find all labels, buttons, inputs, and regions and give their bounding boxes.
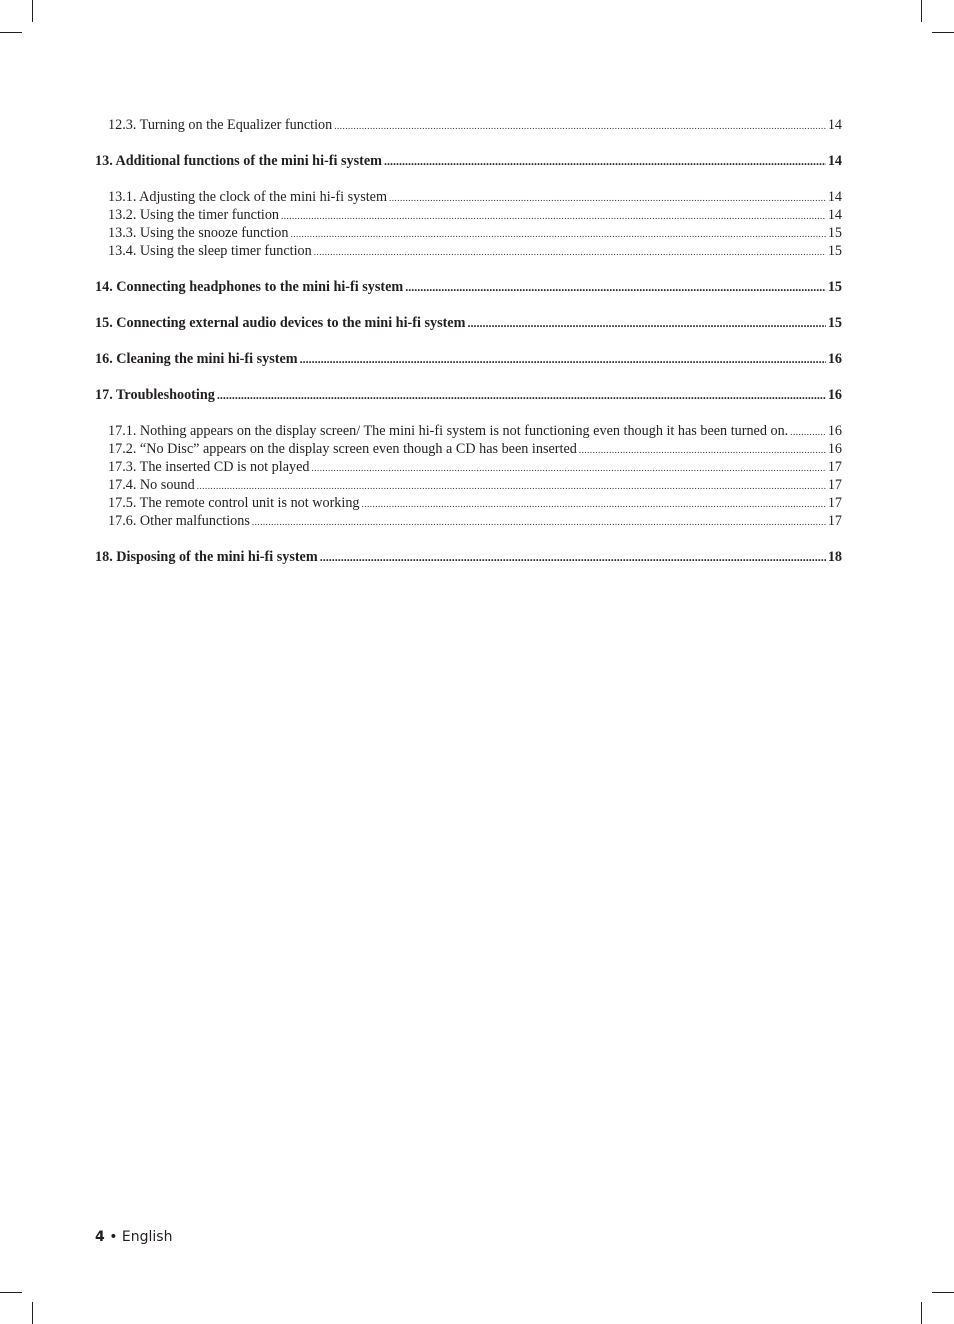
dot-leader — [579, 441, 826, 459]
toc-section-entry[interactable] — [95, 152, 842, 170]
toc-section-entry[interactable] — [95, 350, 842, 368]
toc-entry-title: 17.3. The inserted CD is not played — [108, 459, 310, 475]
toc-spacer — [95, 404, 842, 422]
crop-mark — [32, 1302, 33, 1324]
toc-entry-title: 17. Troubleshooting — [95, 387, 215, 403]
toc-entry-page: 14 — [827, 189, 842, 205]
toc-entry-title: 18. Disposing of the mini hi-fi system — [95, 549, 318, 565]
toc-spacer — [95, 530, 842, 548]
toc-entry-page: 14 — [827, 207, 842, 223]
crop-mark — [0, 1292, 22, 1293]
toc-entry-title: 17.4. No sound — [108, 477, 195, 493]
dot-leader — [197, 477, 826, 495]
toc-subsection-entry[interactable] — [95, 476, 842, 494]
toc-entry-page: 14 — [827, 117, 842, 133]
toc-entry-title: 13.4. Using the sleep timer function — [108, 243, 312, 259]
toc-entry-page: 18 — [827, 549, 842, 565]
toc-subsection-entry[interactable] — [95, 224, 842, 242]
crop-mark — [32, 0, 33, 22]
dot-leader — [362, 495, 826, 513]
toc-entry-title: 17.1. Nothing appears on the display screen/ The mini hi-fi system is not functioning even though it has been turned on. — [108, 423, 789, 439]
toc-spacer — [95, 368, 842, 386]
crop-mark — [932, 1292, 954, 1293]
dot-leader — [405, 278, 826, 296]
toc-entry-title: 13.2. Using the timer function — [108, 207, 280, 223]
toc-entry-title: 16. Cleaning the mini hi-fi system — [95, 351, 298, 367]
toc-entry-page: 15 — [827, 243, 842, 259]
toc-entry-page: 16 — [827, 423, 842, 439]
page-footer — [95, 1229, 172, 1245]
toc-subsection-entry[interactable] — [95, 188, 842, 206]
dot-leader — [320, 548, 826, 566]
toc-entry-page: 15 — [827, 279, 842, 295]
dot-leader — [312, 459, 826, 477]
dot-leader — [314, 243, 826, 261]
dot-leader — [217, 386, 826, 404]
toc-entry-title: 17.6. Other malfunctions — [108, 513, 250, 529]
toc-entry-title: 14. Connecting headphones to the mini hi-fi system — [95, 279, 404, 295]
toc-section-entry[interactable] — [95, 386, 842, 404]
toc-section-entry[interactable] — [95, 548, 842, 566]
dot-leader — [384, 152, 826, 170]
dot-leader — [300, 350, 826, 368]
toc-entry-title: 15. Connecting external audio devices to the mini hi-fi system — [95, 315, 466, 331]
toc-section-entry[interactable] — [95, 278, 842, 296]
toc-entry-title: 17.5. The remote control unit is not working — [108, 495, 360, 511]
toc-subsection-entry[interactable] — [95, 494, 842, 512]
toc-subsection-entry[interactable] — [95, 422, 842, 440]
toc-spacer — [95, 296, 842, 314]
toc-subsection-entry[interactable] — [95, 116, 842, 134]
dot-leader — [334, 117, 826, 135]
toc-spacer — [95, 332, 842, 350]
toc-section-entry[interactable] — [95, 314, 842, 332]
dot-leader — [281, 207, 826, 225]
toc-subsection-entry[interactable] — [95, 512, 842, 530]
dot-leader — [252, 513, 826, 531]
page-number: 4 — [95, 1229, 105, 1245]
toc-entry-page: 15 — [827, 315, 842, 331]
toc-entry-page: 17 — [827, 495, 842, 511]
toc-entry-title: 13.3. Using the snooze function — [108, 225, 289, 241]
toc-entry-page: 14 — [827, 153, 842, 169]
toc-subsection-entry[interactable] — [95, 458, 842, 476]
toc-entry-title: 17.2. “No Disc” appears on the display screen even though a CD has been inserted — [108, 441, 577, 457]
toc-entry-title: 13. Additional functions of the mini hi-fi system — [95, 153, 382, 169]
dot-leader — [389, 189, 826, 207]
crop-mark — [921, 1302, 922, 1324]
dot-leader — [467, 314, 825, 332]
toc-spacer — [95, 134, 842, 152]
toc-entry-page: 17 — [827, 513, 842, 529]
crop-mark — [0, 32, 22, 33]
crop-mark — [932, 32, 954, 33]
footer-language: English — [121, 1229, 173, 1245]
toc-spacer — [95, 260, 842, 278]
toc-spacer — [95, 170, 842, 188]
dot-leader — [790, 423, 826, 441]
crop-mark — [921, 0, 922, 22]
toc-subsection-entry[interactable] — [95, 440, 842, 458]
footer-separator: • — [109, 1229, 118, 1245]
toc-entry-page: 17 — [827, 477, 842, 493]
toc-entry-page: 16 — [827, 387, 842, 403]
dot-leader — [290, 225, 825, 243]
toc-entry-title: 13.1. Adjusting the clock of the mini hi-fi system — [108, 189, 387, 205]
toc-subsection-entry[interactable] — [95, 242, 842, 260]
toc-entry-page: 17 — [827, 459, 842, 475]
toc-entry-page: 16 — [827, 351, 842, 367]
toc-subsection-entry[interactable] — [95, 206, 842, 224]
toc-entry-title: 12.3. Turning on the Equalizer function — [108, 117, 333, 133]
table-of-contents — [95, 116, 842, 566]
toc-entry-page: 16 — [827, 441, 842, 457]
toc-entry-page: 15 — [827, 225, 842, 241]
